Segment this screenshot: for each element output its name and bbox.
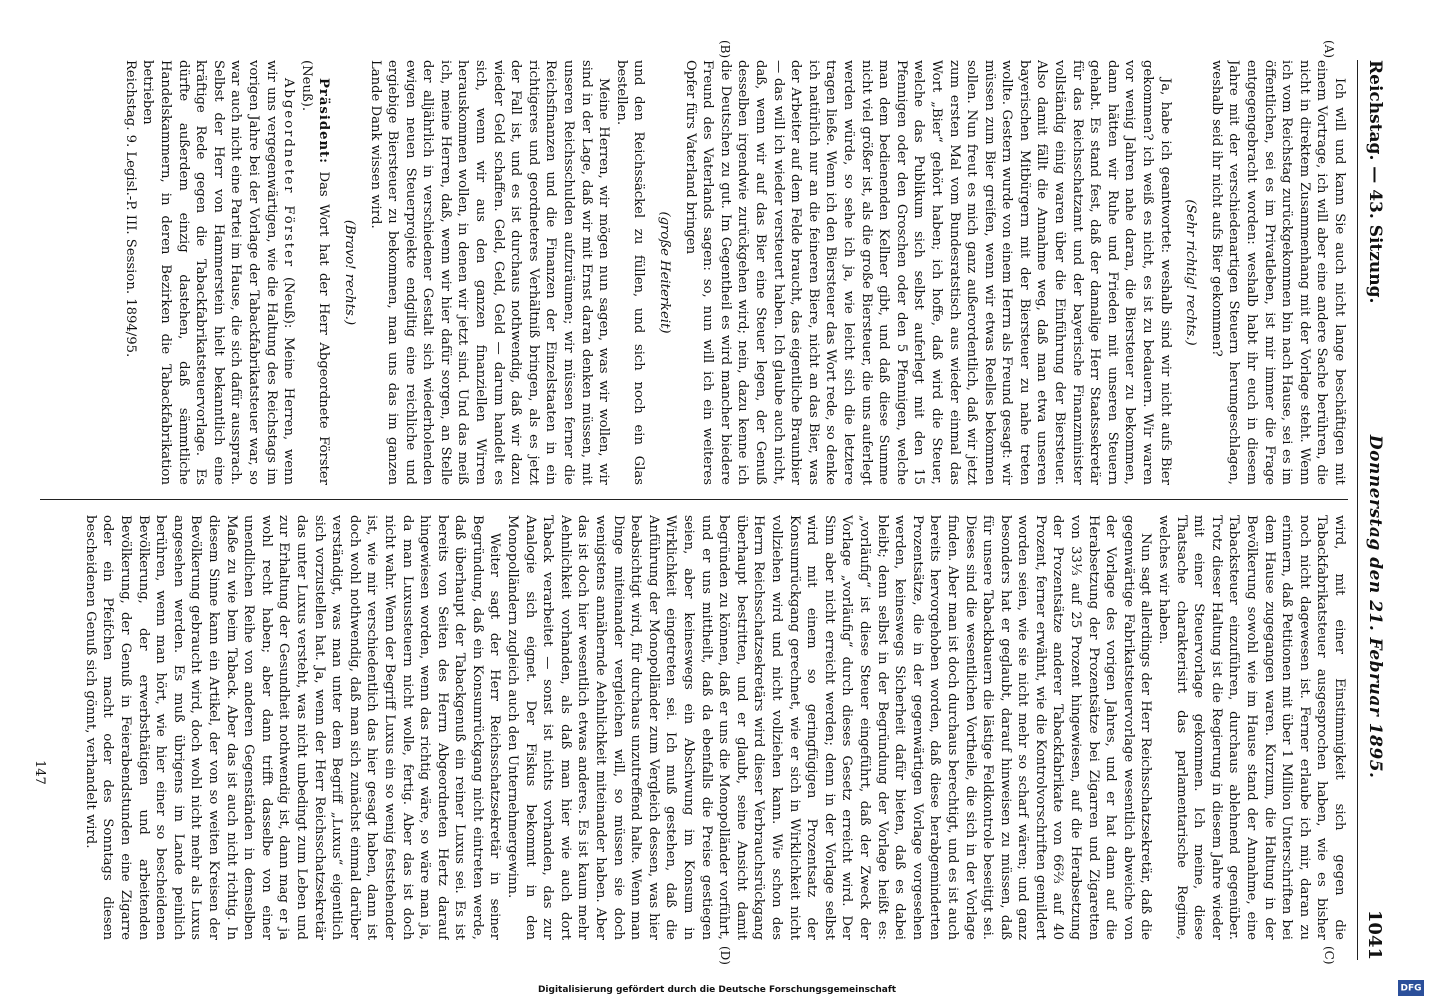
dfg-logo: DFG <box>1398 980 1424 996</box>
column-divider <box>40 499 1348 500</box>
interjection: (große Heiterkeit) <box>657 211 673 334</box>
sheet-number: 147 <box>32 760 47 785</box>
page-header <box>1357 60 1392 960</box>
margin-marker-d: (D) <box>718 946 732 965</box>
credit-text: Digitalisierung gefördert durch die Deutsche Forschungsgemeinschaft <box>537 985 897 995</box>
interjection: (Sehr richtig! rechts.) <box>1183 199 1199 346</box>
speaker-label: Präsident: <box>316 78 332 165</box>
speaker-label: Abgeordneter Förster <box>281 78 297 269</box>
speech-text: Das Wort hat der Herr Abgeordnete Förster (Neuß). <box>298 60 332 485</box>
paragraph: Ich will und kann Sie auch nicht lange beschäftigen mit einem Vortrage, ich will aber eine andere Sache berühren, die nicht in direktem Zusammenhang mit der Vorlage steht. Wenn ich vom Reichstag zurückgekommen bin nach Hause, sei es im öffentlichen, sei es im Privatleben, ist mir immer die Frage entgegengebracht worden: weshalb habt ihr euch in diesem Jahre mit der verschiedenartigen Steuern herumgeschlagen, weshalb seid ihr nicht aufs Bier gekommen? <box>1208 60 1347 485</box>
paragraph: und den Reichssäckel zu füllen, und sich noch ein Glas bestellen. <box>613 60 647 485</box>
header-session: Reichstag. — 43. Sitzung. <box>1365 60 1385 304</box>
paragraph: Meine Herren, wir mögen nun sagen, was wir wollen, wir sind in der Lage, daß wir mit Ernst daran denken müssen, mit unseren Reichsschulden aufzuräumen; wir müssen ferner die Reichsfinanzen und die Finanzen der Einzelstaaten in ein richtigeres und geordneteres Verhältniß bringen, als es jetzt der Fall ist, und es ist durchaus nothwendig, daß wir dazu wieder Geld schaffen. Geld, Geld, Geld — darum handelt es sich, wenn wir aus den ganzen finanziellen Wirren herauskommen wollen, in denen wir jetzt sind. Und das meiß ich, meine Herren, daß, wenn wir hier dafür sorgen, an Stelle der alljährlich in verschiedener Gestalt sich wiederholenden ewigen neuen Steuerprojekte endgiltig eine reichliche und ergiebige Biersteuer zu bekommen, man uns das im ganzen Lande Dank wissen wird. <box>367 60 612 485</box>
page-number: 1041 <box>1364 909 1386 960</box>
interjection: (Bravo! rechts.) <box>341 219 357 326</box>
margin-marker-a: (A) <box>1322 40 1336 59</box>
paragraph: Weiter sagt der Herr Reichsschatzsekretär in seiner Begründung, daß ein Konsumrückgang nicht eintreten werde, daß überhaupt der Tabackgenuß ein reiner Luxus sei. Es ist bereits von Seiten des Herrn Abgeordneten Hertz darauf hingewiesen worden, wenn das richtig wäre, so wäre man ja, da man Luxussteuern nicht wolle, fertig. Aber das ist doch nicht wahr. Wenn der Begriff Luxus ein so wenig feststehender ist, wie mir verschiedentlich das hier gesagt haben, dann ist doch wohl nothwendig, daß man sich zunächst einmal darüber verständigt, was man unter dem Begriff „Luxus“ eigentlich sich vorzustellen hat. Ja, wenn der Herr Reichsschatzsekretär das unter Luxus versteht, was nicht unbedingt zum Leben und zur Erhaltung der Gesundheit nothwendig ist, dann mag er ja wohl recht haben; aber dann trifft dasselbe von einer unendlichen Reihe von anderen Gegenständen in demselben Maße zu wie beim Taback. Aber das ist auch nicht richtig. In diesem Sinne kann ein Artikel, der von so weiten Kreisen der Bevölkerung gebraucht wird, doch wohl nicht mehr als Luxus angesehen werden. Es muß übrigens im Lande peinlich berühren, wenn man hört, wie hier einer so bescheidenen Bevölkerung, der erwerbsthätigen und arbeitenden Bevölkerung, der Genuß in Feierabendstunden eine Zigarre oder ein Pfeifchen macht oder des Sonntags diesen bescheidenen Genuß sich gönnt, verhandelt wird. <box>82 515 503 940</box>
header-date: Donnerstag den 21. Februar 1895. <box>1365 434 1385 779</box>
footnote: Reichstag. 9. Legisl.-P. III. Session. 1894/95. <box>122 60 138 358</box>
right-column <box>40 515 1348 940</box>
left-column <box>40 60 1348 485</box>
paragraph: Nun sagt allerdings der Herr Reichsschatzsekretär, daß die gegenwärtige Fabrikatsteuervorlage wesentlich abweiche von der Vorlage des vorigen Jahres, und er hat dann auf die Herabsetzung der Prozentsätze bei Zigarren und Zigaretten von 33⅓ auf 25 Prozent hingewiesen, auf die Herabsetzung der Prozentsätze anderer Tabackfabrikate von 66⅔ auf 40 Prozent, ferner erwähnt, wie die Kontrolvorschriften gemildert worden seien, wie sie nicht mehr so scharf wären; und ganz besonders hat er geglaubt, darauf hinweisen zu müssen, daß für unsere Tabackbauern die lästige Feldkontrole beseitigt sei. Dieses sind die wesentlichen Vortheile, die sich in der Vorlage finden. Aber man ist doch durchaus berechtigt, und es ist auch bereits hervorgehoben worden, daß diese herabgeminderten Prozentsätze, die in der gegenwärtigen Vorlage vorgesehen werden, keineswegs Sicherheit dafür bieten, daß es dabei bleibt; denn selbst in der Begründung der Vorlage heißt es: „vorläufig“ ist diese Steuer eingeführt, daß der Zweck der Vorlage „vorläufig“ durch dieses Gesetz erreicht wird. Der Sinn aber nicht erreicht werden; denn in der Vorlage selbst wird mit einem so geringfügigen Prozentsatz der Konsumrückgang gerechnet, wie er sich in Wirklichkeit nicht vollziehen wird und nicht vollziehen kann. Wie schon des Herrn Reichsschatzsekretärs wird dieser Verbrauchsrückgang überhaupt bestritten, und er glaubt, seine Ansicht damit begründen zu können, daß er uns die Monopolländer vorführt, und er uns mittheilt, daß da ebenfalls die Preise gestiegen seien, aber keineswegs ein Abschwung im Konsum in Wirklichkeit eingetreten sei. Ich muß gestehen, daß die Anführung der Monopolländer zum Vergleich dessen, was hier beabsichtigt wird, für durchaus unzutreffend halte. Wenn man Dinge miteinander vergleichen will, so müssen sie doch wenigstens annähernde Aehnlichkeit miteinander haben. Aber das ist doch hier wesentlich etwas anderes. Es ist kaum mehr Aehnlichkeit vorhanden, als daß man hier wie auch dort Taback verarbeitet — sonst ist nichts vorhanden, das zur Analogie sich eignet. Der Fiskus bekommt in den Monopolländern zugleich auch den Unternehmergewinn. <box>505 515 1154 940</box>
speech-text: (Neuß): Meine Herren, wenn wir uns vergegenwärtigen, wie die Haltung des Reichstags im vorigen Jahre bei der Vorlage der Tabackfabrikatsteuer war, so war auch nicht eine Partei im Hause, die sich dafür aussprach. Selbst der Herr von Hammerstein hielt bekanntlich eine kräftige Rede gegen die Tabackfabrikatsteuervorlage. Es dürfte außerdem einzig dastehen, daß sämmtliche Handelskammern, in deren Bezirken die Tabackfabrikation betrieben <box>140 60 297 485</box>
speaker-paragraph <box>139 60 297 485</box>
paragraph: Ja, habe ich geantwortet: weshalb sind wir nicht aufs Bier gekommen? ich weiß es nicht, es ist zu bedauern. Wir waren vor wenig Jahren nahe daran, die Biersteuer zu bekommen, dann hätten wir Ruhe und Frieden mit unseren Steuern gehabt. Es stand fest, daß der damalige Herr Staatssekretär für das Reichsschatzamt und der bayerische Finanzminister vollständig einig waren über die Einführung der Biersteuer. Also damit fällt die Annahme weg, daß man etwa unseren bayerischen Mitbürgern mit der Biersteuer zu nahe treten wollte. Gestern wurde von einem Herrn als Freund gesagt: wir müssen zum Bier greifen, wenn wir etwas Reelles bekommen sollen. Nun freut es mich ganz außerordentlich, daß wir jetzt zum ersten Mal vom Bundesratstisch aus wieder einmal das Wort „Bier“ gehört haben; ich hoffe, daß wird die Steuer, welche das Publikum sich selbst auferlegt mit den 15 Pfennigen oder den Groschen oder den 5 Pfennigen, welche man dem bedienenden Kellner gibt, und daß diese Summe nicht viel größer ist, als die große Biersteuer, die uns auferlegt werden würde, so sehe ich ja, wie leicht sich die letztere tragen ließe. Wenn ich den Biersteuer das Wort rede, so denke ich natürlich nur an die feineren Biere, nicht an das Bier, was der Arbeiter auf dem Felde braucht, das eigentliche Braunbier — das will ich wieder versteuert haben. Ich glaube auch nicht, daß, wenn wir auf das Bier eine Steuer legen, der Genuß desselben irgendwie zurückgehen wird; nein, dazu kenne ich die Deutschen zu gut. Im Gegentheil es wird mancher biedere Freund des Vaterlands sagen: so, nun will ich ein weiteres Opfer fürs Vaterland bringen <box>682 60 1173 485</box>
margin-marker-c: (C) <box>1322 946 1336 965</box>
margin-marker-b: (B) <box>718 40 732 59</box>
speaker-paragraph <box>297 60 332 485</box>
digitization-credit <box>42 980 1392 1000</box>
paragraph: wird, mit einer Einstimmigkeit sich gegen die Tabackfabrikatsteuer ausgesprochen haben, wie es bisher noch nicht dagewesen ist. Ferner erlaube ich mir, daran zu erinnern, daß Petitionen mit über 1 Million Unterschriften bei dem Hause zugegangen waren. Kurzum, die Haltung in der Bevölkerung sowohl wie im Hause stand der Annahme, eine Tabacksteuer einzuführen, durchaus ablehnend gegenüber. Trotz dieser Haltung ist die Regierung in diesem Jahre wieder mit einer Steuervorlage gekommen. Ich meine, diese Thatsache charakterisirt das parlamentarische Regime, welches wir haben. <box>1156 515 1347 940</box>
